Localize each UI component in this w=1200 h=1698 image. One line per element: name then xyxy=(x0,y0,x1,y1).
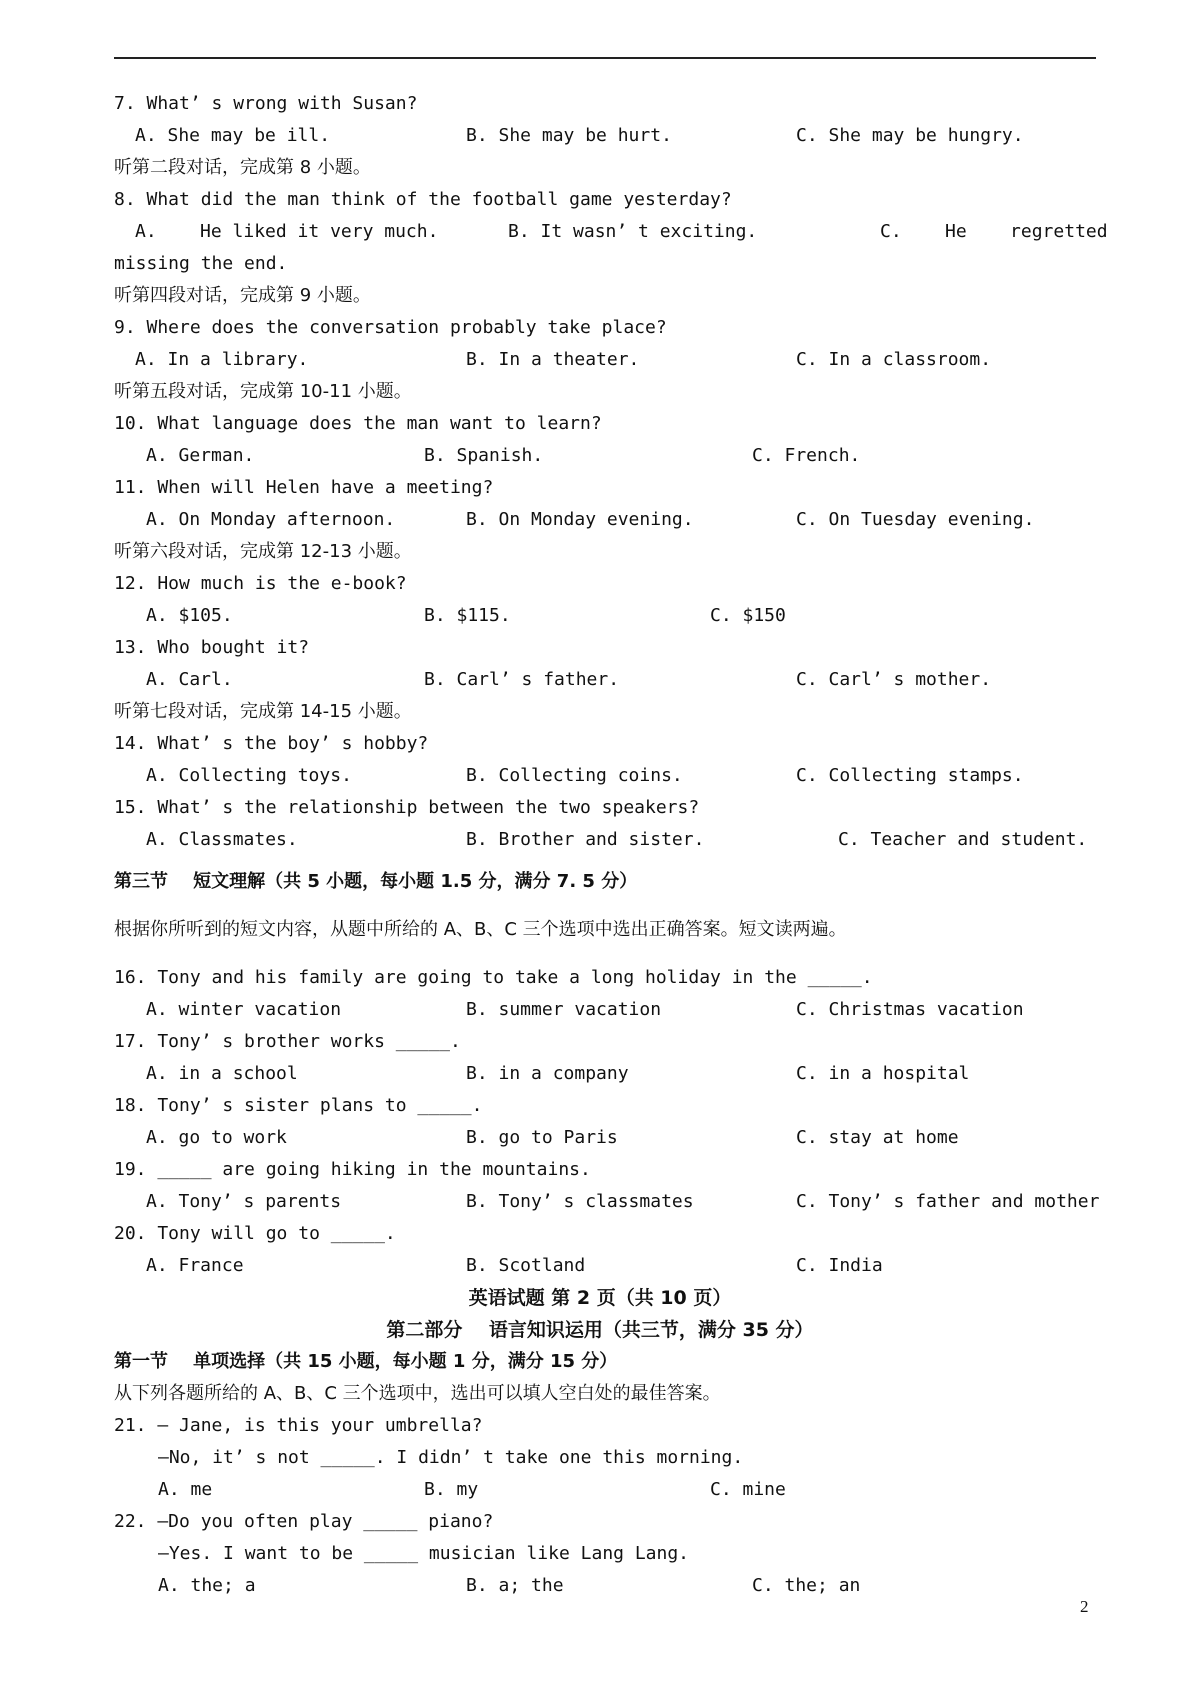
question-21-stem: 21. — Jane, is this your umbrella? xyxy=(114,1415,483,1436)
question-10-stem: 10. What language does the man want to learn? xyxy=(114,413,602,434)
question-22-option-a: A. the; a xyxy=(158,1575,256,1596)
question-15-option-c: C. Teacher and student. xyxy=(838,829,1088,850)
question-8-option-a: A. He liked it very much. xyxy=(135,221,439,242)
question-12-option-c: C. $150 xyxy=(710,605,786,626)
section-3-title: 第三节 短文理解（共 5 小题，每小题 1.5 分，满分 7. 5 分） xyxy=(114,871,638,892)
part-2-section-1-title: 第一节 单项选择（共 15 小题，每小题 1 分，满分 15 分） xyxy=(114,1351,618,1372)
question-11-option-c: C. On Tuesday evening. xyxy=(796,509,1035,530)
question-20-option-a: A. France xyxy=(146,1255,244,1276)
part-2-instruction: 从下列各题所给的 A、B、C 三个选项中，选出可以填人空白处的最佳答案。 xyxy=(114,1383,721,1404)
question-7-option-b: B. She may be hurt. xyxy=(466,125,672,146)
question-19-option-c: C. Tony’ s father and mother xyxy=(796,1191,1100,1212)
question-13-option-c: C. Carl’ s mother. xyxy=(796,669,992,690)
question-8-stem: 8. What did the man think of the football game yesterday? xyxy=(114,189,732,210)
question-21-option-b: B. my xyxy=(424,1479,479,1500)
question-16-option-c: C. Christmas vacation xyxy=(796,999,1024,1020)
question-9-stem: 9. Where does the conversation probably take place? xyxy=(114,317,667,338)
question-10-option-a: A. German. xyxy=(146,445,255,466)
question-22-option-b: B. a; the xyxy=(466,1575,564,1596)
dialogue-5-instruction: 听第五段对话，完成第 10-11 小题。 xyxy=(114,381,412,402)
question-14-option-b: B. Collecting coins. xyxy=(466,765,683,786)
question-17-option-a: A. in a school xyxy=(146,1063,298,1084)
question-22-stem: 22. —Do you often play _____ piano? xyxy=(114,1511,494,1532)
question-14-stem: 14. What’ s the boy’ s hobby? xyxy=(114,733,429,754)
header-rule xyxy=(114,57,1096,59)
question-16-option-b: B. summer vacation xyxy=(466,999,662,1020)
question-13-option-a: A. Carl. xyxy=(146,669,233,690)
question-19-option-b: B. Tony’ s classmates xyxy=(466,1191,694,1212)
question-11-stem: 11. When will Helen have a meeting? xyxy=(114,477,494,498)
question-12-option-a: A. $105. xyxy=(146,605,233,626)
question-18-option-a: A. go to work xyxy=(146,1127,287,1148)
question-11-option-b: B. On Monday evening. xyxy=(466,509,694,530)
question-9-option-b: B. In a theater. xyxy=(466,349,640,370)
section-3-instruction: 根据你所听到的短文内容，从题中所给的 A、B、C 三个选项中选出正确答案。短文读两遍。 xyxy=(114,919,847,940)
dialogue-7-instruction: 听第七段对话，完成第 14-15 小题。 xyxy=(114,701,412,722)
question-8-option-c-continued: missing the end. xyxy=(114,253,288,274)
question-22-option-c: C. the; an xyxy=(752,1575,861,1596)
question-22-dialogue-line: —Yes. I want to be _____ musician like Lang Lang. xyxy=(158,1543,690,1564)
page-footer-label: 英语试题 第 2 页（共 10 页） xyxy=(468,1287,732,1309)
question-7-option-c: C. She may be hungry. xyxy=(796,125,1024,146)
question-9-option-a: A. In a library. xyxy=(135,349,309,370)
question-18-option-b: B. go to Paris xyxy=(466,1127,618,1148)
question-7-option-a: A. She may be ill. xyxy=(135,125,331,146)
question-13-option-b: B. Carl’ s father. xyxy=(424,669,620,690)
question-18-option-c: C. stay at home xyxy=(796,1127,959,1148)
question-17-stem: 17. Tony’ s brother works _____. xyxy=(114,1031,461,1052)
question-13-stem: 13. Who bought it? xyxy=(114,637,310,658)
question-20-option-b: B. Scotland xyxy=(466,1255,586,1276)
question-12-stem: 12. How much is the e-book? xyxy=(114,573,407,594)
part-2-title: 第二部分 语言知识运用（共三节，满分 35 分） xyxy=(386,1319,814,1341)
question-8-option-b: B. It wasn’ t exciting. xyxy=(508,221,758,242)
question-21-option-c: C. mine xyxy=(710,1479,786,1500)
dialogue-6-instruction: 听第六段对话，完成第 12-13 小题。 xyxy=(114,541,412,562)
question-20-stem: 20. Tony will go to _____. xyxy=(114,1223,396,1244)
question-12-option-b: B. $115. xyxy=(424,605,511,626)
question-17-option-c: C. in a hospital xyxy=(796,1063,970,1084)
question-19-stem: 19. _____ are going hiking in the mountains. xyxy=(114,1159,591,1180)
question-14-option-a: A. Collecting toys. xyxy=(146,765,352,786)
question-16-option-a: A. winter vacation xyxy=(146,999,342,1020)
question-17-option-b: B. in a company xyxy=(466,1063,629,1084)
question-10-option-c: C. French. xyxy=(752,445,861,466)
question-10-option-b: B. Spanish. xyxy=(424,445,544,466)
question-21-dialogue-line: —No, it’ s not _____. I didn’ t take one this morning. xyxy=(158,1447,744,1468)
question-9-option-c: C. In a classroom. xyxy=(796,349,992,370)
dialogue-2-instruction: 听第二段对话，完成第 8 小题。 xyxy=(114,157,371,178)
page-number: 2 xyxy=(1080,1597,1089,1616)
question-11-option-a: A. On Monday afternoon. xyxy=(146,509,396,530)
question-16-stem: 16. Tony and his family are going to take a long holiday in the _____. xyxy=(114,967,873,988)
question-20-option-c: C. India xyxy=(796,1255,883,1276)
question-15-option-a: A. Classmates. xyxy=(146,829,298,850)
question-19-option-a: A. Tony’ s parents xyxy=(146,1191,342,1212)
question-18-stem: 18. Tony’ s sister plans to _____. xyxy=(114,1095,483,1116)
question-21-option-a: A. me xyxy=(158,1479,213,1500)
question-14-option-c: C. Collecting stamps. xyxy=(796,765,1024,786)
dialogue-4-instruction: 听第四段对话，完成第 9 小题。 xyxy=(114,285,371,306)
question-15-stem: 15. What’ s the relationship between the two speakers? xyxy=(114,797,700,818)
question-8-option-c: C. He regretted xyxy=(880,221,1108,242)
question-15-option-b: B. Brother and sister. xyxy=(466,829,705,850)
question-7-stem: 7. What’ s wrong with Susan? xyxy=(114,93,418,114)
